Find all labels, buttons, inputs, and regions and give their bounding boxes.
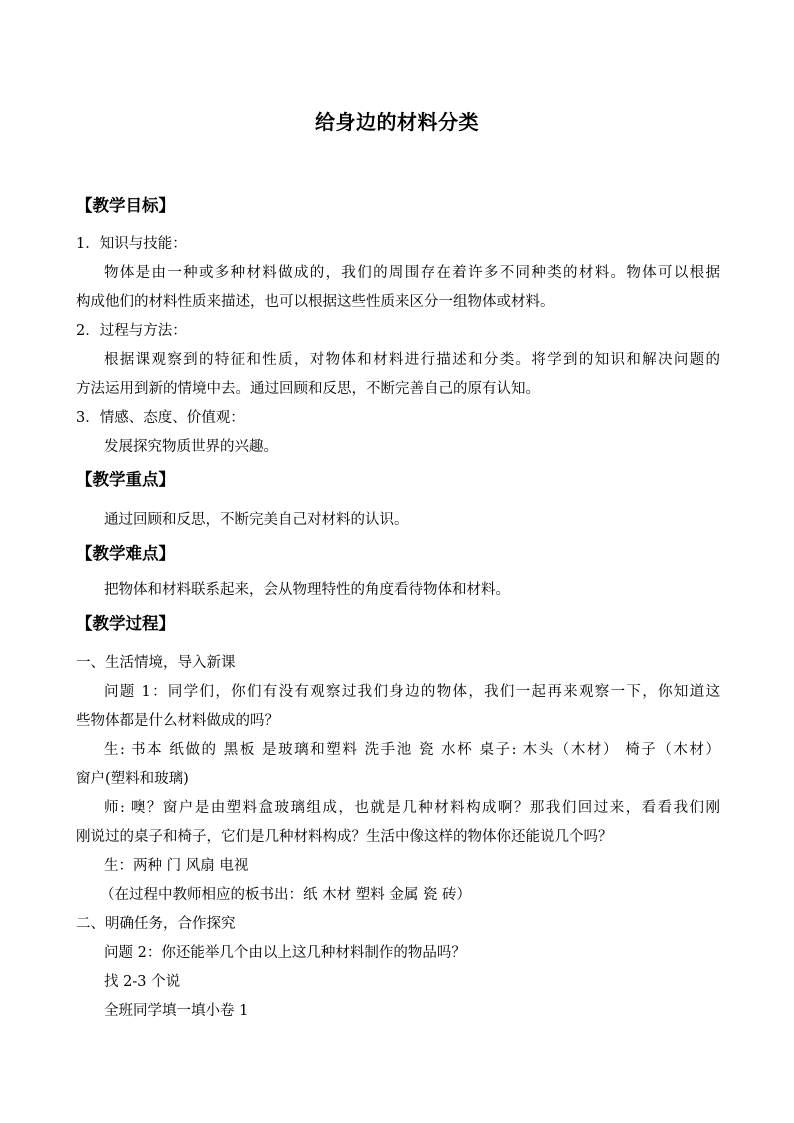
question-1-line-2: 些物体都是什么材料做成的吗？ <box>76 713 279 729</box>
process-part-1-heading: 一、生活情境，导入新课 <box>76 655 236 671</box>
process-part-2-heading: 二、明确任务，合作探究 <box>76 916 236 932</box>
objective-3-heading: 3．情感、态度、价值观： <box>76 410 245 426</box>
teacher-remark-line-1: 师: 噢？窗户是由塑料盒玻璃组成，也就是几种材料构成啊？那我们回过来，看看我们刚 <box>104 800 720 816</box>
section-heading-process: 【教学过程】 <box>76 614 175 633</box>
instruction-find-line: 找 2-3 个说 <box>104 974 181 990</box>
student-answer-1-line-1: 生: 书本 纸做的 黑板 是玻璃和塑料 洗手池 瓷 水杯 桌子: 木头（木材） 椅子（木材） <box>104 742 720 758</box>
difficulties-text: 把物体和材料联系起来，会从物理特性的角度看待物体和材料。 <box>104 582 510 598</box>
objective-1-line-1: 物体是由一种或多种材料做成的，我们的周围存在着许多不同种类的材料。物体可以根据 <box>104 265 720 281</box>
student-answer-2-line-1: 生：两种 门 风扇 电视 <box>104 858 249 874</box>
objective-2-line-2: 方法运用到新的情境中去。通过回顾和反思，不断完善自己的原有认知。 <box>76 381 540 397</box>
objective-1-heading: 1．知识与技能： <box>76 236 187 252</box>
board-note-line: （在过程中教师相应的板书出：纸 木材 塑料 金属 瓷 砖） <box>100 887 472 903</box>
instruction-fill-line: 全班同学填一填小卷 1 <box>104 1003 249 1019</box>
section-heading-difficulties: 【教学难点】 <box>76 544 175 563</box>
section-heading-key-points: 【教学重点】 <box>76 470 175 489</box>
question-2-line-1: 问题 2：你还能举几个由以上这几种材料制作的物品吗？ <box>104 945 466 961</box>
student-answer-1-line-2: 窗户(塑料和玻璃) <box>76 771 189 787</box>
objective-2-heading: 2．过程与方法： <box>76 323 187 339</box>
teacher-remark-line-2: 刚说过的桌子和椅子，它们是几种材料构成？生活中像这样的物体你还能说几个吗？ <box>76 829 613 845</box>
objective-1-line-2: 构成他们的材料性质来描述，也可以根据这些性质来区分一组物体或材料。 <box>76 294 555 310</box>
key-points-text: 通过回顾和反思，不断完美自己对材料的认识。 <box>104 512 409 528</box>
section-heading-objectives: 【教学目标】 <box>76 196 175 215</box>
objective-2-line-1: 根据课观察到的特征和性质，对物体和材料进行描述和分类。将学到的知识和解决问题的 <box>104 352 720 368</box>
question-1-line-1: 问题 1：同学们，你们有没有观察过我们身边的物体，我们一起再来观察一下，你知道这 <box>104 684 720 700</box>
document-title: 给身边的材料分类 <box>315 110 479 134</box>
objective-3-line-1: 发展探究物质世界的兴趣。 <box>104 439 278 455</box>
